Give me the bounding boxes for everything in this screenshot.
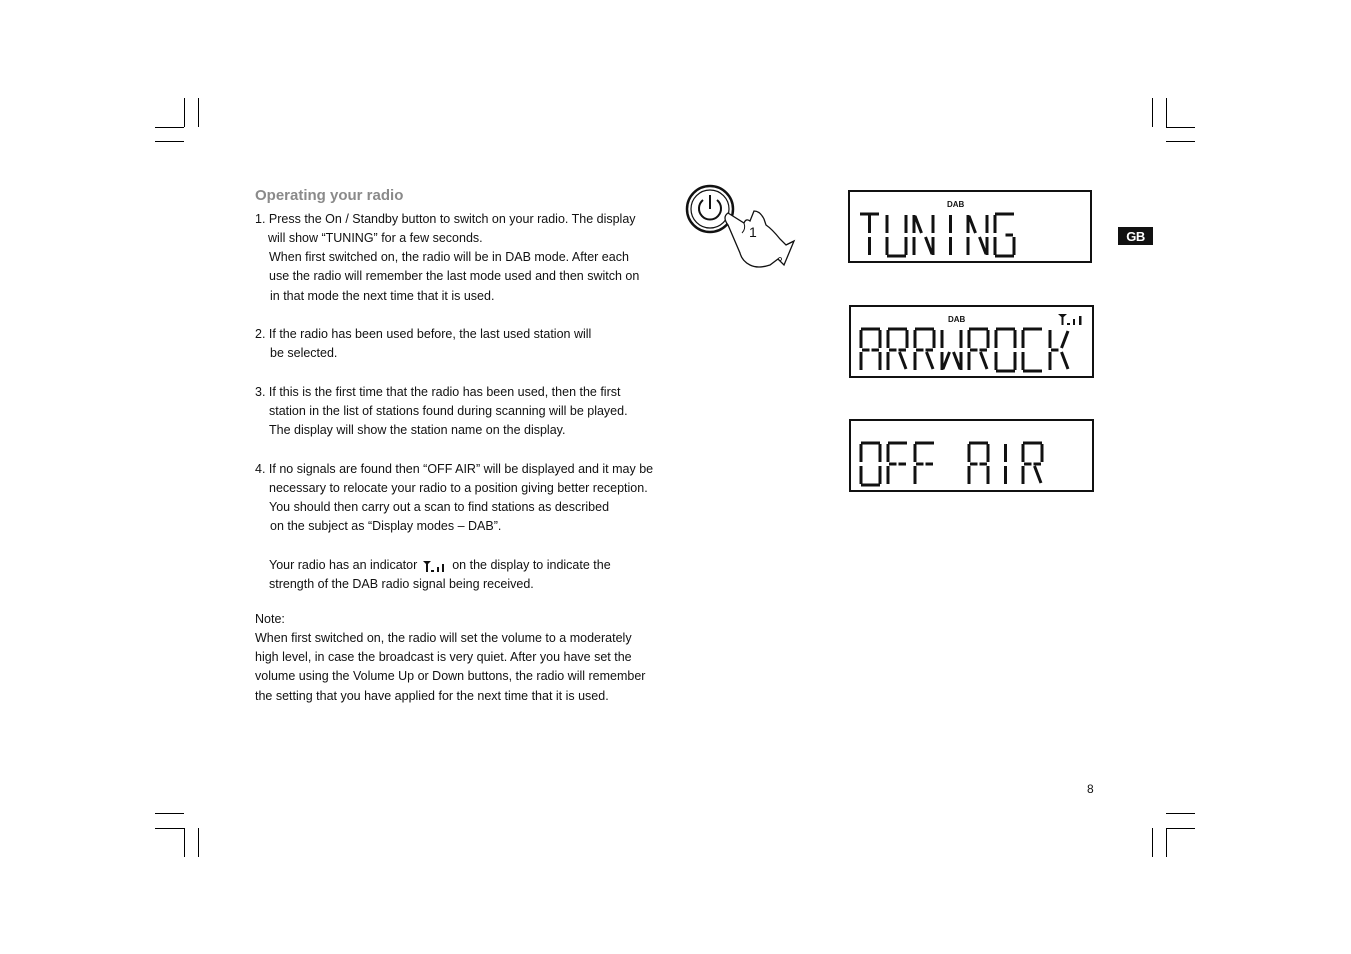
- note-line: When first switched on, the radio will set the volume to a moderately: [255, 631, 632, 645]
- lcd-segment: [981, 352, 988, 369]
- step-number: 1: [749, 224, 757, 240]
- crop-mark: [1166, 127, 1195, 128]
- step-2-line: be selected.: [270, 346, 338, 360]
- language-tab: GB: [1118, 227, 1153, 245]
- note-label: Note:: [255, 612, 285, 626]
- crop-mark: [1166, 141, 1195, 142]
- note-line: the setting that you have applied for the next time that it is used.: [255, 689, 609, 703]
- step-1-line: When first switched on, the radio will be in DAB mode. After each: [269, 250, 629, 264]
- lcd-display-tuning: [848, 190, 1092, 263]
- lcd-segment: [943, 352, 950, 369]
- step-1-line: 1. Press the On / Standby button to switch on your radio. The display: [255, 212, 636, 226]
- crop-mark: [155, 828, 184, 829]
- lcd-segment: [1062, 352, 1069, 369]
- dab-indicator: DAB: [948, 315, 966, 324]
- crop-mark: [198, 828, 199, 857]
- crop-mark: [155, 141, 184, 142]
- lcd-segment: [1062, 331, 1069, 348]
- indicator-line: [269, 558, 611, 572]
- lcd-segment: [927, 352, 934, 369]
- step-1-line: use the radio will remember the last mode used and then switch on: [269, 269, 640, 283]
- crop-mark: [184, 98, 185, 127]
- lcd-segment: [1035, 466, 1042, 483]
- step-4-line: 4. If no signals are found then “OFF AIR” will be displayed and it may be: [255, 462, 654, 476]
- step-3-line: station in the list of stations found during scanning will be played.: [269, 404, 628, 418]
- lcd-segment: [954, 352, 961, 369]
- lcd-segment: [969, 216, 976, 233]
- step-4-line: on the subject as “Display modes – DAB”.: [270, 519, 502, 533]
- indicator-line: strength of the DAB radio signal being received.: [269, 577, 534, 591]
- step-2-line: 2. If the radio has been used before, the last used station will: [255, 327, 592, 341]
- pointing-hand-icon: [684, 183, 804, 273]
- step-1-line: in that mode the next time that it is used.: [270, 289, 495, 303]
- crop-mark: [184, 828, 185, 857]
- crop-mark: [1152, 828, 1153, 857]
- lcd-text: [851, 421, 1092, 490]
- lcd-display-off-air: [849, 419, 1094, 492]
- crop-mark: [1166, 813, 1195, 814]
- section-title: Operating your radio: [255, 187, 404, 204]
- lcd-segment: [980, 237, 987, 254]
- signal-strength-icon: [422, 560, 448, 572]
- dab-indicator: DAB: [947, 200, 965, 209]
- indicator-text-b: on the display to indicate the: [452, 558, 611, 572]
- crop-mark: [1166, 98, 1167, 127]
- step-4-line: You should then carry out a scan to find stations as described: [269, 500, 610, 514]
- lcd-display-station: [849, 305, 1094, 378]
- lcd-segment: [915, 216, 922, 233]
- crop-mark: [155, 127, 184, 128]
- step-3-line: The display will show the station name on the display.: [269, 423, 566, 437]
- lcd-segment: [926, 237, 933, 254]
- step-1-line: will show “TUNING” for a few seconds.: [268, 231, 483, 245]
- note-line: high level, in case the broadcast is very quiet. After you have set the: [255, 650, 632, 664]
- crop-mark: [198, 98, 199, 127]
- page-number: 8: [1087, 782, 1094, 796]
- lcd-text: [850, 192, 1090, 261]
- lcd-text: [851, 307, 1092, 376]
- step-4-line: necessary to relocate your radio to a position giving better reception.: [269, 481, 648, 495]
- crop-mark: [1166, 828, 1195, 829]
- crop-mark: [1152, 98, 1153, 127]
- note-line: volume using the Volume Up or Down buttons, the radio will remember: [255, 669, 646, 683]
- step-3-line: 3. If this is the first time that the radio has been used, then the first: [255, 385, 621, 399]
- indicator-text-a: Your radio has an indicator: [269, 558, 418, 572]
- crop-mark: [155, 813, 184, 814]
- crop-mark: [1166, 828, 1167, 857]
- power-button-icon: [687, 186, 733, 232]
- lcd-segment: [900, 352, 907, 369]
